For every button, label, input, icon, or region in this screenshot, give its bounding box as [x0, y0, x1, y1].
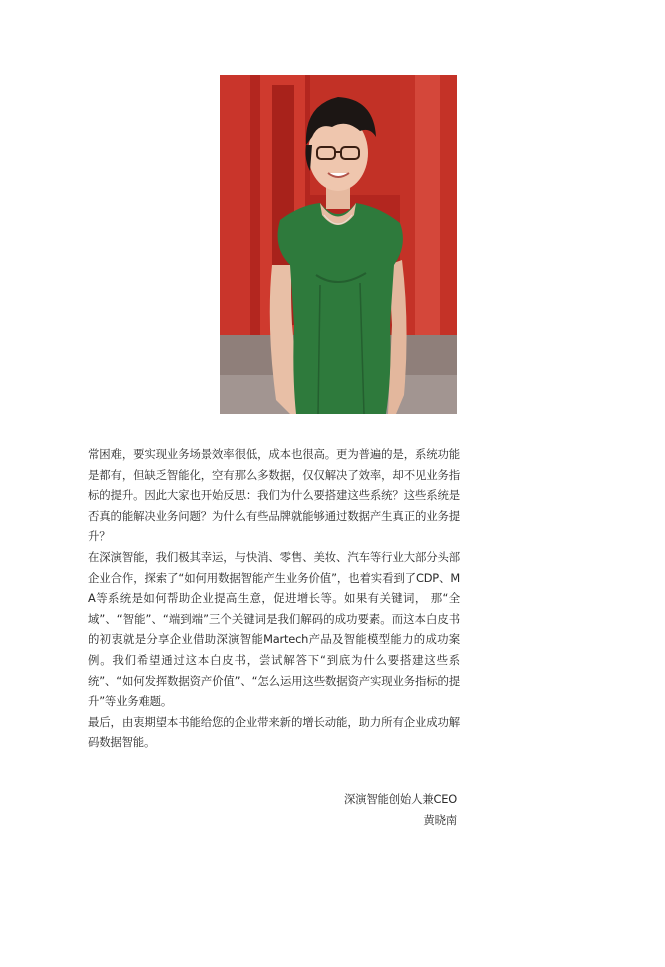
portrait-illustration	[220, 75, 457, 414]
signature-title: 深演智能创始人兼CEO	[343, 792, 457, 806]
paragraph: 最后，由衷期望本书能给您的企业带来新的增长动能，助力所有企业成功解码数据智能。	[88, 714, 460, 750]
paragraph: 在深演智能，我们极其幸运，与快消、零售、美妆、汽车等行业大部分头部企业合作，探索了“如何用数据智能产生业务价值”，也着实看到了CDP、MA等系统是如何帮助企业提高生意，促进增长等。如果有关键词， 那“全域”、“智能”、“端到端”三个关键词是我们解码的成功要素。而这本白皮书的初衷就是分享企业借助深演智能Martech产品及智能模型能力的成功案例。我们希望通过这本白皮书，尝试解答下“到底为什么要搭建这些系统”、“如何发挥数据资产价值”、“怎么运用这些数据资产实现业务指标的提升”等业务难题。	[88, 549, 460, 709]
paragraph: 常困难，要实现业务场景效率很低，成本也很高。更为普遍的是，系统功能是都有，但缺乏智能化，空有那么多数据，仅仅解决了效率，却不见业务指标的提升。因此大家也开始反思：我们为什么要搭建这些系统？这些系统是否真的能解决业务问题？为什么有些品牌就能够通过数据产生真正的业务提升？	[88, 447, 460, 544]
foreword-body	[88, 444, 460, 753]
author-portrait	[220, 75, 457, 414]
signature-block	[344, 789, 457, 830]
signature-name: 黄晓南	[423, 812, 457, 827]
